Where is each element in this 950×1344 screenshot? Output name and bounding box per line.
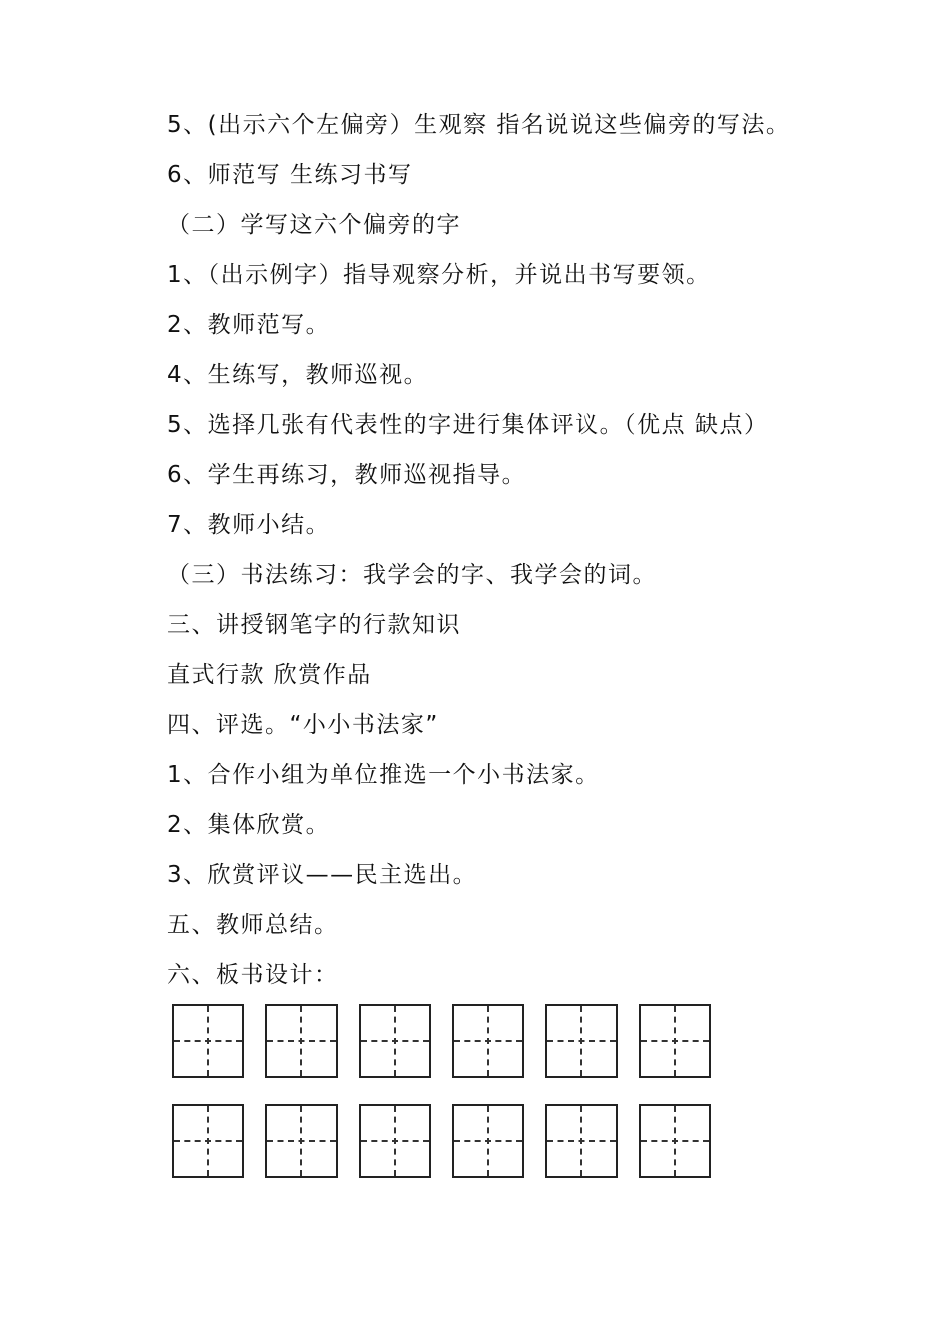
- tianzige-cell: [639, 1104, 711, 1178]
- tianzige-cell: [265, 1104, 337, 1178]
- tianzige-cell: [545, 1104, 617, 1178]
- text-line: 五、教师总结。: [167, 912, 339, 938]
- writing-grid: [172, 1004, 732, 1204]
- document-text: [167, 100, 907, 1000]
- text-line: 1、（出示例字）指导观察分析，并说出书写要领。: [167, 262, 711, 288]
- text-line: 六、板书设计：: [167, 962, 339, 988]
- grid-row: [172, 1004, 732, 1084]
- text-line: 6、师范写 生练习书写: [167, 162, 413, 188]
- text-line: 直式行款 欣赏作品: [167, 662, 372, 688]
- tianzige-cell: [359, 1104, 431, 1178]
- text-line: （二）学写这六个偏旁的字: [167, 212, 461, 238]
- tianzige-cell: [639, 1004, 711, 1078]
- tianzige-cell: [172, 1004, 244, 1078]
- text-line: 三、讲授钢笔字的行款知识: [167, 612, 461, 638]
- text-line: 5、选择几张有代表性的字进行集体评议。（优点 缺点）: [167, 412, 769, 438]
- tianzige-cell: [359, 1004, 431, 1078]
- text-line: 7、教师小结。: [167, 512, 331, 538]
- text-line: 四、评选。“小小书法家”: [167, 712, 439, 738]
- tianzige-cell: [452, 1104, 524, 1178]
- tianzige-cell: [265, 1004, 337, 1078]
- text-line: 6、学生再练习，教师巡视指导。: [167, 462, 527, 488]
- text-line: 1、合作小组为单位推选一个小书法家。: [167, 762, 600, 788]
- text-line: （三）书法练习：我学会的字、我学会的词。: [167, 562, 657, 588]
- grid-row: [172, 1104, 732, 1184]
- tianzige-cell: [545, 1004, 617, 1078]
- text-line: 3、欣赏评议——民主选出。: [167, 862, 478, 888]
- tianzige-cell: [452, 1004, 524, 1078]
- text-line: 4、生练写，教师巡视。: [167, 362, 429, 388]
- text-line: 2、集体欣赏。: [167, 812, 331, 838]
- text-line: 5、(出示六个左偏旁）生观察 指名说说这些偏旁的写法。: [167, 112, 791, 138]
- text-line: 2、教师范写。: [167, 312, 331, 338]
- tianzige-cell: [172, 1104, 244, 1178]
